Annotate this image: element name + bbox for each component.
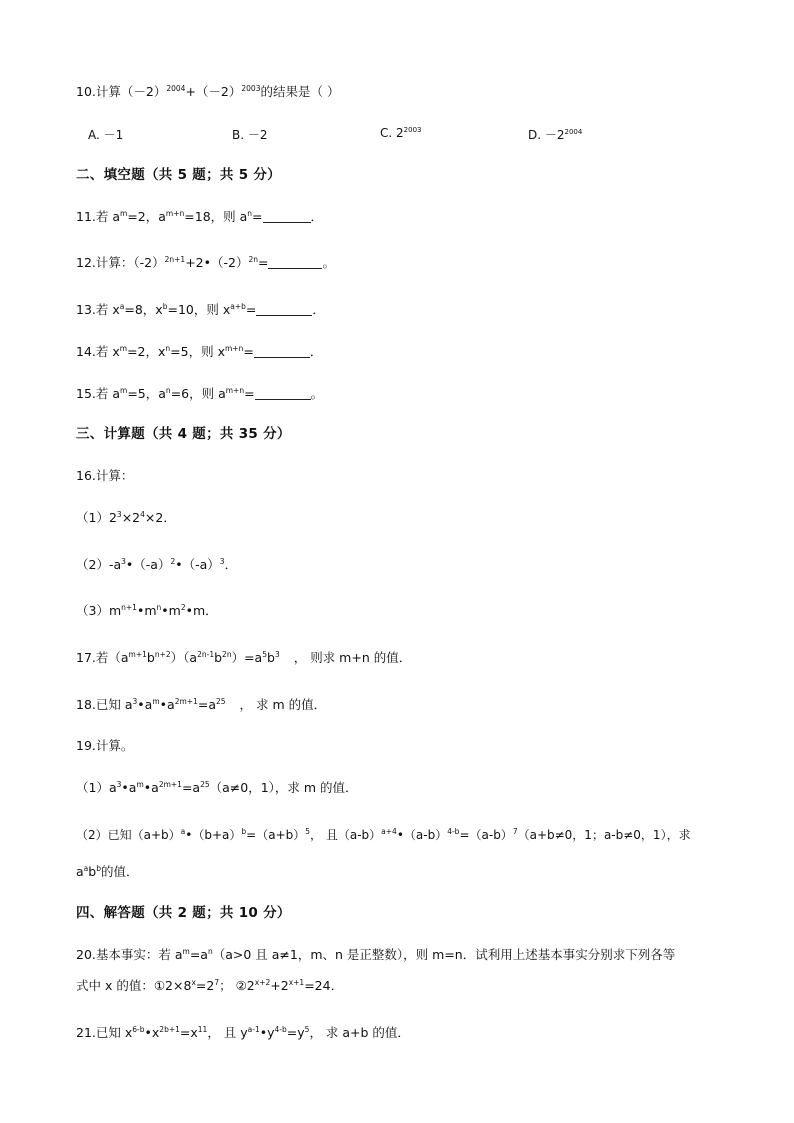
exponent: 7: [214, 978, 220, 987]
text-segment: 的值．: [100, 864, 139, 879]
exponent: n: [165, 386, 171, 395]
question-17: [76, 650, 411, 666]
text-segment: =5，则 x: [170, 344, 225, 359]
exponent: 25: [200, 780, 210, 789]
text-segment: =2，x: [127, 344, 166, 359]
text-segment: 17.若（a: [76, 650, 129, 665]
text-segment: =: [257, 255, 269, 270]
text-segment: （3）m: [76, 603, 122, 618]
exponent: n: [247, 209, 253, 218]
text-segment: ， 求 m 的值．: [239, 697, 327, 712]
text-segment: 11.若 a: [76, 209, 121, 224]
text-segment: •m．: [185, 603, 218, 618]
exponent: 2004: [166, 84, 186, 93]
text-segment: •y: [259, 1025, 275, 1040]
text-segment: b: [146, 650, 155, 665]
question-19-part-2-continued: [76, 864, 139, 880]
text-segment: =: [244, 386, 255, 401]
question-19-title: 19.计算。: [76, 738, 134, 753]
text-segment: •a: [137, 697, 153, 712]
exponent: n: [156, 603, 162, 612]
exponent: 2m+1: [174, 697, 198, 706]
question-20-line-2: [76, 978, 343, 994]
text-segment: ， 则求 m+n 的值．: [293, 650, 412, 665]
exponent: n+1: [121, 603, 137, 612]
text-segment: =: [245, 302, 257, 317]
question-18: [76, 697, 326, 713]
text-segment: ．: [312, 302, 325, 317]
text-segment: •（-a）: [125, 557, 171, 572]
exponent: m+n: [224, 344, 244, 353]
text-segment: +2•（-2）: [185, 255, 249, 270]
exponent: 2m+1: [158, 780, 182, 789]
section-3-heading: 三、计算题（共 4 题；共 35 分）: [76, 426, 291, 442]
text-segment: b: [88, 864, 97, 879]
exponent: b: [162, 302, 168, 311]
text-segment: ）=a: [231, 650, 263, 665]
question-11: [76, 209, 323, 225]
text-segment: ．: [224, 557, 238, 572]
text-segment: （a+b≠0，1；a-b≠0，1），求: [517, 828, 691, 842]
text-segment: =: [252, 209, 263, 224]
text-segment: =a: [197, 697, 216, 712]
text-segment: 18.已知 a: [76, 697, 133, 712]
exponent: a: [83, 864, 89, 873]
text-segment: （a>0 且 a≠1，m、n 是正整数），则 m=n．试利用上述基本事实分别求下列各等: [212, 947, 676, 962]
exponent: 4: [140, 510, 145, 519]
text-segment: 计算（－2）: [95, 84, 167, 99]
exponent: 5: [304, 1025, 310, 1034]
text-segment: （2）已知（a+b）: [76, 828, 181, 842]
text-segment: =6，则 a: [170, 386, 226, 401]
question-15: [76, 386, 323, 402]
text-segment: 20.基本事实：若 a: [76, 947, 183, 962]
answer-blank[interactable]: [255, 387, 311, 400]
text-segment: b: [267, 650, 275, 665]
question-13: [76, 302, 325, 318]
question-16-title: 16.计算：: [76, 468, 134, 483]
answer-blank[interactable]: [263, 210, 311, 223]
exponent: 5: [305, 827, 311, 836]
exponent: 3: [274, 650, 280, 659]
exponent: 7: [512, 827, 518, 836]
q10-option-c: C. $2^{2003}$: [380, 126, 422, 140]
exponent: 2: [180, 603, 186, 612]
exponent: 2b+1: [159, 1025, 180, 1034]
exponent: a-1: [247, 1025, 260, 1034]
exponent: b: [241, 827, 247, 836]
exponent: 6-b: [132, 1025, 145, 1034]
exponent: 5: [262, 650, 267, 659]
exponent: 11: [197, 1025, 208, 1034]
text-segment: =x: [179, 1025, 198, 1040]
exponent: 2: [170, 557, 176, 566]
question-16-part-2: [76, 557, 237, 573]
question-19-part-2: [76, 827, 691, 843]
exponent: 3: [132, 697, 138, 706]
text-segment: =y: [286, 1025, 305, 1040]
text-segment: =10，则 x: [167, 302, 231, 317]
question-21: [76, 1025, 410, 1041]
q10-option-d: D. $-2^{2004}$: [528, 128, 583, 142]
exponent: 2n-1: [197, 650, 215, 659]
text-segment: ， 且 y: [207, 1025, 248, 1040]
question-14: [76, 344, 322, 360]
question-20-line-1: [76, 947, 675, 963]
text-segment: 10.: [76, 84, 96, 99]
exponent: x+2: [254, 978, 271, 987]
exponent: m+n: [165, 209, 185, 218]
text-segment: ×2．: [144, 510, 176, 525]
text-segment: =2: [195, 978, 215, 993]
text-segment: ， 求 a+b 的值．: [309, 1025, 410, 1040]
text-segment: ．: [309, 344, 323, 359]
exponent: a+b: [230, 302, 246, 311]
exponent: m+n: [225, 386, 245, 395]
text-segment: 14.若 x: [76, 344, 120, 359]
section-2-heading: 二、填空题（共 5 题；共 5 分）: [76, 167, 281, 183]
text-segment: •（b+a）: [185, 828, 242, 842]
text-segment: =a: [181, 780, 201, 795]
answer-blank[interactable]: [268, 256, 322, 269]
question-16-part-3: [76, 603, 218, 619]
exponent: x+1: [288, 978, 305, 987]
exponent: m: [120, 386, 128, 395]
text-segment: 的结果是（ ）: [260, 84, 340, 99]
answer-blank[interactable]: [254, 345, 310, 358]
text-segment: =18，则 a: [184, 209, 248, 224]
text-segment: +（－2）: [185, 84, 242, 99]
q10-option-b: B. －2: [232, 128, 268, 142]
exponent: x: [191, 978, 196, 987]
text-segment: =2，a: [127, 209, 166, 224]
text-segment: 。: [322, 255, 335, 270]
text-segment: =: [243, 344, 254, 359]
exponent: 4-b: [447, 827, 460, 836]
exponent: 2n: [248, 255, 258, 264]
exponent: 4-b: [274, 1025, 287, 1034]
exponent: m: [119, 344, 128, 353]
text-segment: 15.若 a: [76, 386, 121, 401]
exponent: 3: [121, 557, 126, 566]
text-segment: •m: [136, 603, 157, 618]
text-segment: ； ②2: [219, 978, 255, 993]
text-segment: +2: [270, 978, 289, 993]
text-segment: ．: [310, 209, 324, 224]
exponent: n: [165, 344, 171, 353]
text-segment: ×2: [121, 510, 141, 525]
exponent: a: [180, 827, 186, 836]
exponent: 3: [116, 510, 122, 519]
exponent: a+4: [381, 827, 397, 836]
text-segment: •a: [159, 697, 175, 712]
q10-option-a: A. －1: [88, 128, 124, 142]
text-segment: （1）a: [76, 780, 117, 795]
text-segment: a: [76, 864, 84, 879]
question-12: [76, 255, 335, 271]
exponent: 25: [215, 697, 226, 706]
exponent: m: [182, 947, 190, 956]
text-segment: 21.已知 x: [76, 1025, 133, 1040]
text-segment: =（a+b）: [246, 828, 306, 842]
exponent: n+2: [154, 650, 171, 659]
exponent: n: [207, 947, 213, 956]
text-segment: •（-a）: [175, 557, 220, 572]
text-segment: •a: [121, 780, 137, 795]
question-19-part-1: [76, 780, 358, 796]
text-segment: •x: [144, 1025, 160, 1040]
exponent: m: [120, 209, 128, 218]
text-segment: 12.计算：（-2）: [76, 255, 165, 270]
section-4-heading: 四、解答题（共 2 题；共 10 分）: [76, 905, 291, 921]
text-segment: =（a-b）: [459, 828, 513, 842]
text-segment: •a: [143, 780, 159, 795]
text-segment: 。: [310, 386, 324, 401]
text-segment: •m: [161, 603, 181, 618]
exponent: 3: [219, 557, 225, 566]
text-segment: •（a-b）: [396, 828, 448, 842]
text-segment: =5，a: [127, 386, 166, 401]
exponent: 3: [116, 780, 122, 789]
exponent: a: [119, 302, 125, 311]
text-segment: =24．: [304, 978, 344, 993]
exponent: m+1: [128, 650, 147, 659]
text-segment: =8，x: [124, 302, 163, 317]
text-segment: =a: [189, 947, 208, 962]
exponent: m: [136, 780, 144, 789]
text-segment: 13.若 x: [76, 302, 120, 317]
text-segment: （2）-a: [76, 557, 122, 572]
text-segment: b: [214, 650, 223, 665]
exponent: m: [152, 697, 160, 706]
text-segment: （1）2: [76, 510, 117, 525]
text-segment: 式中 x 的值：①2×8: [76, 978, 192, 993]
text-segment: ）（a: [170, 650, 198, 665]
exponent: b: [96, 864, 101, 873]
text-segment: （a≠0，1），求 m 的值．: [209, 780, 358, 795]
question-10: [76, 84, 339, 100]
exponent: 2n+1: [164, 255, 186, 264]
text-segment: ， 且（a-b）: [310, 828, 382, 842]
exponent: 2003: [241, 84, 261, 93]
answer-blank[interactable]: [256, 303, 312, 316]
exponent: 2n: [222, 650, 232, 659]
question-16-part-1: [76, 510, 176, 526]
